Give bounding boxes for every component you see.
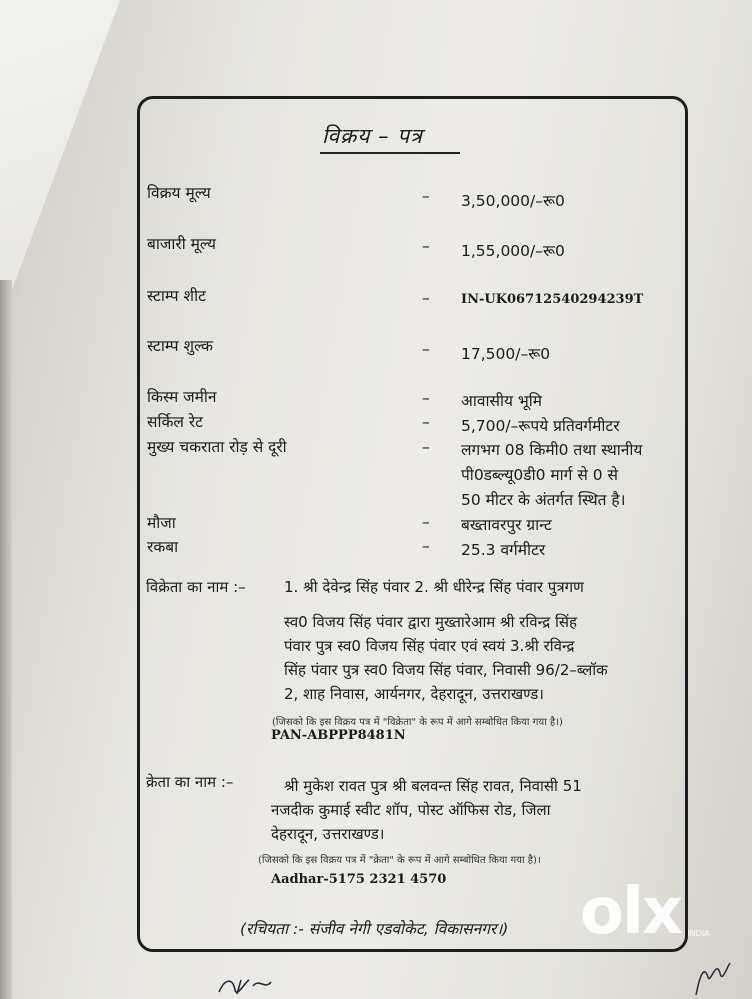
row-dash: – — [422, 237, 430, 255]
seller-pan: PAN-ABPPP8481N — [271, 728, 406, 743]
seller-note: (जिसको कि इस विक्रय पत्र में "विक्रेता" के रूप में आगे सम्बोधित किया गया है।) — [272, 717, 563, 728]
row-label-stamp-duty: स्टाम्प शुल्क — [147, 337, 213, 355]
page-edge-shadow — [0, 280, 12, 999]
seller-line-5: 2, शाह निवास, आर्यनगर, देहरादून, उत्तराखण्ड। — [284, 685, 544, 703]
buyer-line-2: नजदीक कुमाई स्वीट शॉप, पोस्ट ऑफिस रोड, जिला — [271, 801, 551, 819]
row-dash: – — [422, 438, 430, 456]
buyer-line-3: देहरादून, उत्तराखण्ड। — [271, 825, 385, 843]
signature-left — [215, 972, 275, 999]
seller-line-4: सिंह पंवार पुत्र स्व0 विजय सिंह पंवार, निवासी 96/2–ब्लॉक — [284, 661, 608, 679]
row-label-distance: मुख्य चकराता रोड़ से दूरी — [147, 438, 287, 456]
olx-logo: olx — [580, 875, 682, 949]
row-label-circle-rate: सर्किल रेट — [147, 413, 203, 431]
underlying-sheet — [0, 0, 120, 290]
row-dash: – — [422, 537, 430, 555]
row-value-mauza: बख्तावरपुर ग्रान्ट — [461, 516, 552, 534]
row-label-land-type: किस्म जमीन — [147, 388, 217, 406]
row-label-sale-price: विक्रय मूल्य — [147, 184, 211, 202]
document-border — [137, 96, 688, 952]
row-value-stamp-sheet: IN-UK06712540294239T — [461, 292, 644, 307]
olx-sub: INDIA — [687, 929, 710, 938]
row-value-area: 25.3 वर्गमीटर — [461, 541, 546, 559]
row-label-market-value: बाजारी मूल्य — [147, 235, 217, 253]
buyer-note: (जिसको कि इस विक्रय पत्र में "क्रेता" के रूप में आगे सम्बोधित किया गया है)। — [258, 855, 541, 866]
document-title: विक्रय – पत्र — [322, 124, 423, 148]
row-value-distance-line-2: पी0डब्ल्यू0डी0 मार्ग से 0 से — [461, 466, 618, 484]
row-dash: – — [422, 413, 430, 431]
buyer-label: क्रेता का नाम :– — [146, 773, 234, 791]
seller-line-2: स्व0 विजय सिंह पंवार द्वारा मुख्तारेआम श्री रविन्द्र सिंह — [284, 613, 577, 631]
row-dash: – — [422, 340, 430, 358]
olx-watermark — [580, 875, 710, 949]
row-label-stamp-sheet: स्टाम्प शीट — [147, 287, 206, 305]
row-value-market-value: 1,55,000/–रू0 — [461, 242, 565, 260]
seller-line-1: 1. श्री देवेन्द्र सिंह पंवार 2. श्री धीरेन्द्र सिंह पंवार पुत्रगण — [284, 578, 584, 596]
buyer-line-1: श्री मुकेश रावत पुत्र श्री बलवन्त सिंह रावत, निवासी 51 — [284, 777, 582, 795]
seller-line-3: पंवार पुत्र स्व0 विजय सिंह पंवार एवं स्वयं 3.श्री रविन्द्र — [284, 637, 575, 655]
title-underline — [320, 152, 460, 154]
row-value-distance-line-3: 50 मीटर के अंतर्गत स्थित है। — [461, 491, 626, 509]
row-value-stamp-duty: 17,500/–रू0 — [461, 345, 551, 363]
row-value-distance-line-1: लगभग 08 किमी0 तथा स्थानीय — [461, 441, 643, 459]
row-value-sale-price: 3,50,000/–रू0 — [461, 192, 565, 210]
row-dash: – — [422, 389, 430, 407]
buyer-aadhar: Aadhar-5175 2321 4570 — [271, 872, 447, 887]
row-label-mauza: मौजा — [147, 514, 176, 532]
signature-right — [690, 955, 735, 999]
row-label-area: रकबा — [147, 538, 179, 556]
row-dash: – — [422, 513, 430, 531]
row-value-circle-rate: 5,700/–रूपये प्रतिवर्गमीटर — [461, 417, 620, 435]
row-dash: – — [422, 187, 430, 205]
row-dash: – — [422, 289, 430, 307]
row-value-land-type: आवासीय भूमि — [461, 392, 543, 410]
author-footer: (रचियता :- संजीव नेगी एडवोकेट, विकासनगर।) — [240, 920, 509, 938]
seller-label: विक्रेता का नाम :– — [146, 578, 246, 596]
